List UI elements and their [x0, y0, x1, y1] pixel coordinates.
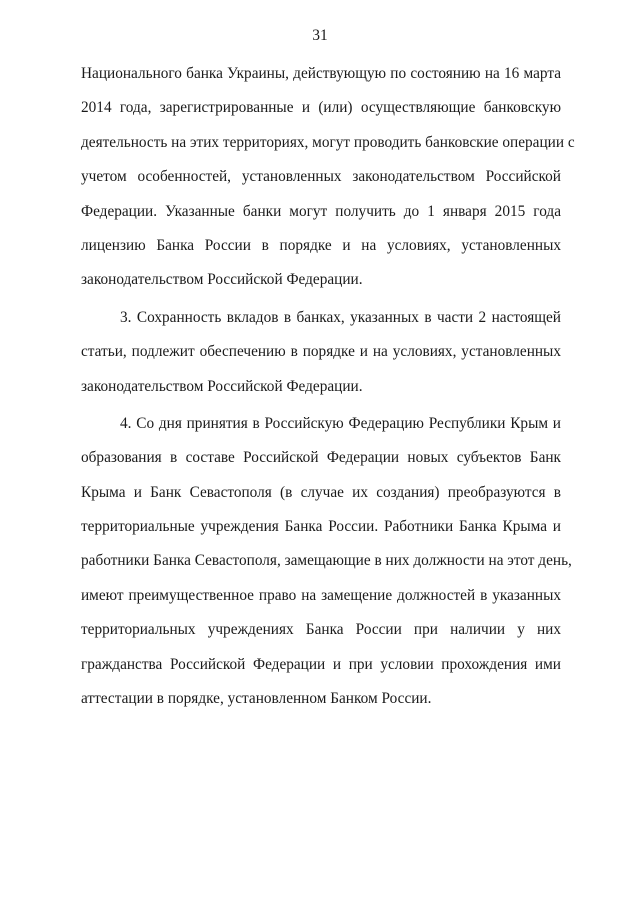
- text-line: законодательством Российской Федерации.: [81, 377, 363, 395]
- text-line: аттестации в порядке, установленном Банком России.: [81, 690, 432, 708]
- paragraph-item-3: [81, 307, 561, 410]
- text-line: 2014 года, зарегистрированные и (или) осуществляющие банковскую: [81, 99, 561, 117]
- text-line: гражданства Российской Федерации и при условии прохождения ими: [81, 655, 561, 673]
- text-line: Федерации. Указанные банки могут получить до 1 января 2015 года: [81, 202, 561, 220]
- text-line: 4. Со дня принятия в Российскую Федерацию Республики Крым и: [120, 414, 561, 432]
- text-line: учетом особенностей, установленных законодательством Российской: [81, 168, 561, 186]
- text-line: статьи, подлежит обеспечению в порядке и на условиях, установленных: [81, 343, 561, 361]
- text-line: Национального банка Украины, действующую по состоянию на 16 марта: [81, 65, 561, 82]
- text-line: образования в составе Российской Федерации новых субъектов Банк: [81, 449, 561, 467]
- text-line: деятельность на этих территориях, могут проводить банковские операции с: [81, 133, 575, 151]
- text-line: лицензию Банка России в порядке и на условиях, установленных: [81, 236, 561, 254]
- text-line: Крыма и Банк Севастополя (в случае их создания) преобразуются в: [81, 483, 561, 501]
- document-body: [81, 63, 575, 722]
- page-number: 31: [312, 27, 328, 44]
- text-line: территориальные учреждения Банка России. Работники Банка Крыма и: [81, 518, 561, 536]
- paragraph-continuation: [81, 63, 575, 304]
- text-line: законодательством Российской Федерации.: [81, 271, 363, 289]
- text-line: работники Банка Севастополя, замещающие в них должности на этот день,: [81, 552, 572, 570]
- text-line: территориальных учреждениях Банка России при наличии у них: [81, 621, 561, 639]
- text-line: имеют преимущественное право на замещение должностей в указанных: [81, 586, 561, 604]
- paragraph-item-4: [81, 413, 572, 723]
- text-line: 3. Сохранность вкладов в банках, указанных в части 2 настоящей: [120, 308, 561, 326]
